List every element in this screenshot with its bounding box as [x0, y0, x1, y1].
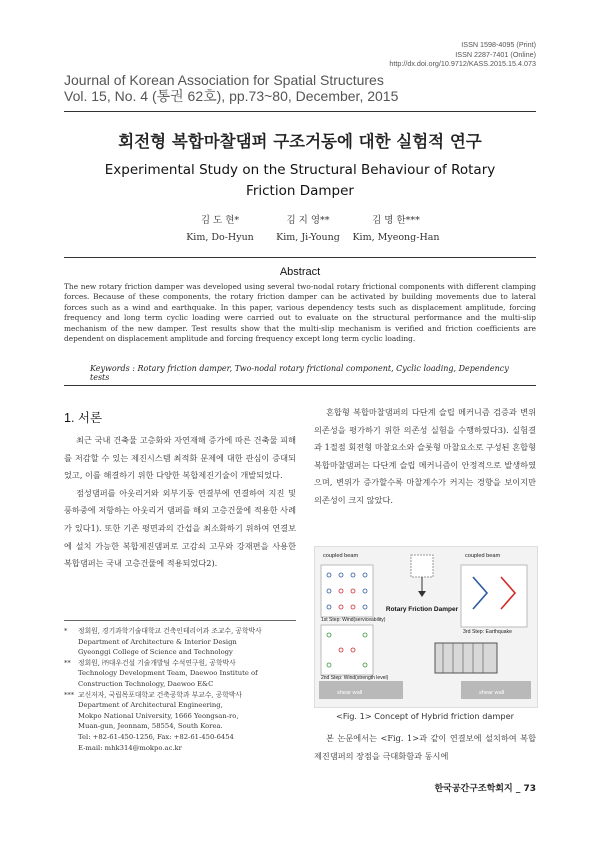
- label-step2: 2nd Step: Wind(strength level): [321, 675, 389, 681]
- issn-online: ISSN 2287-7401 (Online): [455, 49, 536, 59]
- footnote-mark: *: [64, 627, 68, 635]
- author-en: Kim, Do-Hyun: [186, 232, 254, 243]
- label-coupled-beam-left: coupled beam: [323, 553, 359, 559]
- right-column-bottom: [314, 730, 536, 765]
- paragraph: 최근 국내 건축물 고층화와 자연재해 증가에 따른 건축물 피해를 저감할 수 있는 제진시스템 최적화 문제에 대한 관심이 증대되었고, 이를 해결하기 위한 다양한 복합제진기술이 개발되었다.: [64, 435, 296, 481]
- footnote-line: Department of Architectural Engineering,: [78, 701, 223, 710]
- paragraph: 혼합형 복합마찰댐퍼의 다단계 슬립 메커니즘 검증과 변위의존성을 평가하기 위한 의존성 실험을 수행하였다3). 실험결과 1절점 회전형 마찰요소와 슬롯형 마찰요소로 구성된 혼합형 복합마찰댐퍼는 다단계 슬립 메커니즘이 안정적으로 발생하였으며, 변위가 증가할수록 마찰계수가 커지는 경향을 보이지만 의존성이 크지 않았다.: [314, 407, 536, 505]
- abstract-top-rule: [64, 257, 536, 258]
- footnote-line: Technology Development Team, Daewoo Institute of: [78, 669, 258, 678]
- header-rule: [64, 111, 536, 112]
- author-ko: 김 도 현*: [200, 215, 240, 226]
- footnote-line: Mokpo National University, 1666 Yeongsan-ro,: [78, 711, 239, 720]
- title-korean: 회전형 복합마찰댐퍼 구조거동에 대한 실험적 연구: [118, 132, 482, 151]
- footnote-line: 교신저자, 국립목포대학교 건축공학과 부교수, 공학박사: [78, 690, 242, 699]
- abstract-heading: Abstract: [279, 266, 321, 278]
- arrow-head: [418, 591, 426, 597]
- figure-caption: <Fig. 1> Concept of Hybrid friction damper: [335, 711, 515, 721]
- footnote-line: Department of Architecture & Interior Design: [78, 637, 237, 646]
- footnote-mark: ***: [64, 690, 75, 699]
- footnote-3: [64, 690, 296, 754]
- author-en: Kim, Ji-Young: [276, 232, 340, 243]
- page-footer: 한국공간구조학회지 _ 73: [434, 784, 536, 794]
- footnotes: [64, 626, 296, 753]
- doi-link[interactable]: http://dx.doi.org/10.9712/KASS.2015.15.4.073: [389, 59, 536, 68]
- paragraph: 본 논문에서는 <Fig. 1>과 같이 연결보에 설치하여 복합제진댐퍼의 장점을 극대화함과 동시에: [314, 733, 536, 761]
- footnote-line: Tel: +82-61-450-1256, Fax: +82-61-450-6454: [78, 732, 234, 741]
- label-rotary: Rotary Friction Damper: [385, 606, 459, 613]
- footnote-rule: [64, 620, 296, 621]
- volume-line: Vol. 15, No. 4 (통권 62호), pp.73~80, December, 2015: [64, 88, 399, 104]
- author-ko: 김 지 영**: [286, 215, 330, 226]
- footnote-line: 정회원, 경기과학기술대학교 건축인테리어과 조교수, 공학박사: [78, 627, 262, 635]
- panel-step3: [461, 565, 527, 627]
- abstract-text: The new rotary friction damper was developed using several two-nodal rotary frictional components with different clamping forces. Because of these components, the rotary friction damper can be activated by building movements due to lateral forces such as a wind and earthquake. In this paper, various dependency tests such as displacement amplitude, forcing frequency and long term cyclic loading were carried out to evaluate on the structural performance and the multi-slip mechanism of the new damper. Test results show that the multi-slip mechanism is verified and friction coefficients are dependent on displacement amplitude and forcing frequency except long term cyclic loading.: [64, 282, 536, 344]
- figure-diagram: [315, 547, 537, 707]
- footnote-line: E-mail: mhk314@mokpo.ac.kr: [78, 743, 182, 752]
- left-column-body: [64, 432, 296, 573]
- author-en: Kim, Myeong-Han: [352, 232, 440, 243]
- footnote-mark: **: [64, 658, 71, 667]
- keywords-rule: [64, 385, 536, 386]
- keywords: Keywords : Rotary friction damper, Two-nodal rotary frictional component, Cyclic loading, Dependency tests: [90, 364, 509, 382]
- footnote-line: Construction Technology, Daewoo E&C: [78, 679, 214, 688]
- label-shear-wall-right: shear wall: [479, 690, 505, 696]
- footnote-line: Muan-gun, Jeonnam, 58554, South Korea.: [78, 722, 223, 731]
- label-step3: 3rd Step: Earthquake: [463, 629, 513, 635]
- title-english: Experimental Study on the Structural Behaviour of Rotary Friction Damper: [104, 162, 496, 199]
- footnote-2: [64, 658, 296, 690]
- author-3: [336, 212, 456, 246]
- label-step1: 1st Step: Wind(serviceability): [321, 617, 386, 623]
- journal-name: Journal of Korean Association for Spatial Structures: [64, 72, 384, 88]
- panel-step2: [321, 625, 373, 675]
- issn-print: ISSN 1598-4095 (Print): [461, 40, 536, 49]
- label-shear-wall-left: shear wall: [337, 690, 363, 696]
- right-column-body: [314, 404, 536, 510]
- paragraph: 점성댐퍼를 아웃리거와 외부기둥 연결부에 연결하여 지진 및 풍하중에 저항하는 아웃리거 댐퍼를 해외 고층건물에 적용한 사례가 있다1). 또한 기존 평면과의 간섭을 최소화하기 위하여 연결보에 설치 가능한 복합제진댐퍼로 고감쇠 고무와 강재편을 사용한 복합댐퍼는 국내 고층건물에 적용되었다2).: [64, 487, 296, 569]
- center-node: [411, 555, 433, 577]
- footnote-1: [64, 626, 296, 658]
- figure-1: [314, 546, 538, 708]
- footnote-line: Gyeonggi College of Science and Technology: [78, 648, 233, 657]
- author-ko: 김 명 한***: [372, 215, 420, 226]
- journal-block: [64, 72, 398, 104]
- damper-hardware: [435, 643, 497, 673]
- footnote-line: 정회원, ㈜대우건설 기술개발팀 수석연구원, 공학박사: [78, 658, 236, 667]
- issn-block: [389, 40, 536, 69]
- section-heading: 1. 서론: [64, 411, 103, 425]
- label-coupled-beam-right: coupled beam: [465, 553, 501, 559]
